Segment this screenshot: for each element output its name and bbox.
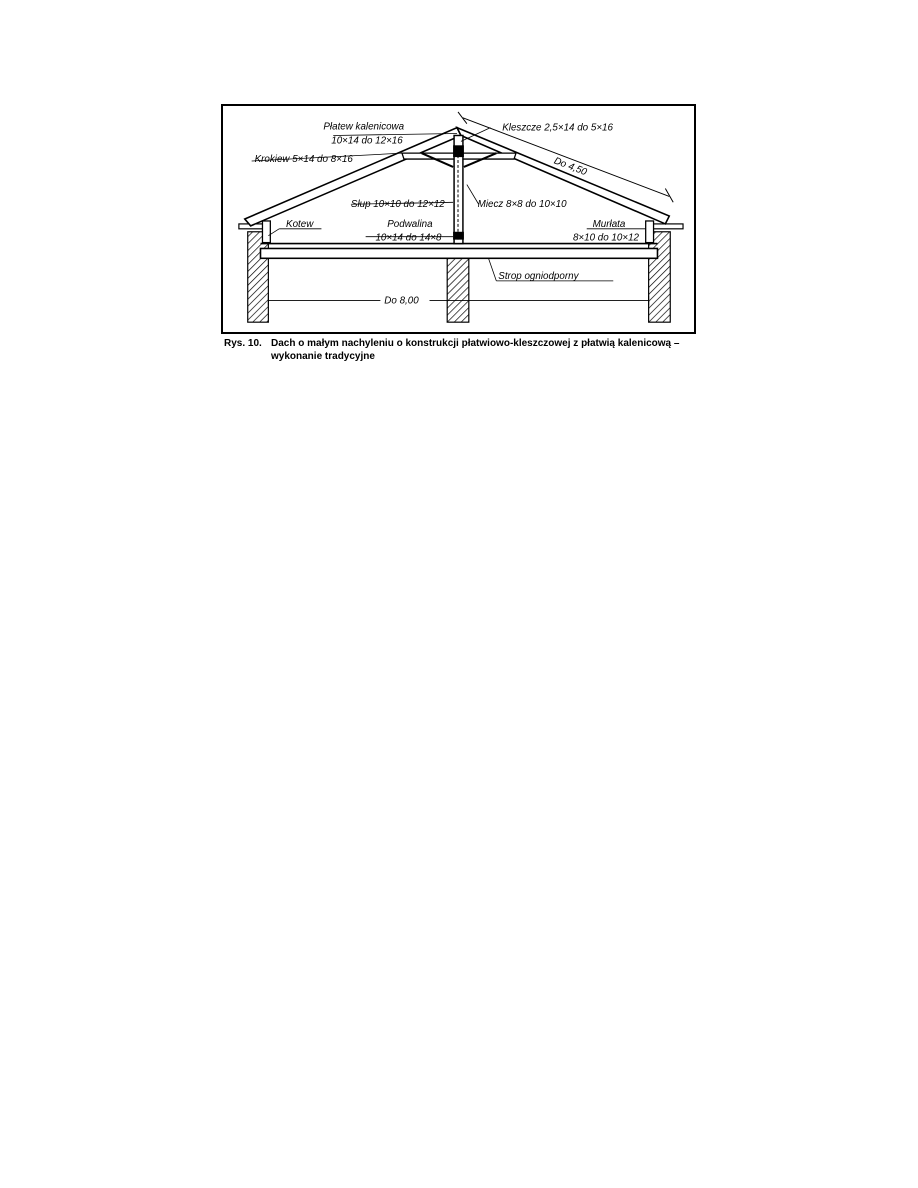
sill-dims-label: 10×14 do 14×8 <box>375 232 442 244</box>
fireproof-ceiling-slab <box>261 248 658 258</box>
right-wall <box>649 232 671 322</box>
total-span-label: Do 8,00 <box>384 295 419 307</box>
wall-plate-right <box>646 221 654 243</box>
caption-number: Rys. 10. <box>224 338 262 349</box>
ceiling-label: Strop ogniodporny <box>498 270 579 282</box>
brace-label: Miecz 8×8 do 10×10 <box>477 199 567 211</box>
roof-truss-figure <box>221 104 696 334</box>
post-label: Słup 10×10 do 12×12 <box>350 199 445 211</box>
ridge-purlin-dims-label: 10×14 do 12×16 <box>331 135 403 147</box>
middle-wall <box>447 258 469 322</box>
anchor-label: Kotew <box>286 218 314 230</box>
left-wall <box>248 232 269 322</box>
wall-plate-dims-label: 8×10 do 10×12 <box>572 232 640 244</box>
collar-tie-label: Kleszcze 2,5×14 do 5×16 <box>502 122 613 134</box>
wall-plate-label: Murłata <box>592 218 626 230</box>
rafter-label: Krokiew 5×14 do 8×16 <box>254 154 353 166</box>
sill-label: Podwalina <box>387 218 433 230</box>
wall-plate-left <box>262 221 270 243</box>
rafter-span-label: Do 4,50 <box>552 155 589 179</box>
caption-text: Dach o małym nachyleniu o konstrukcji płatwiowo-kleszczowej z płatwią kalenicową – wykonanie tradycyjne <box>271 338 680 362</box>
ridge-purlin-label: Płatew kalenicowa <box>323 121 405 133</box>
roof-section-drawing <box>223 106 694 332</box>
